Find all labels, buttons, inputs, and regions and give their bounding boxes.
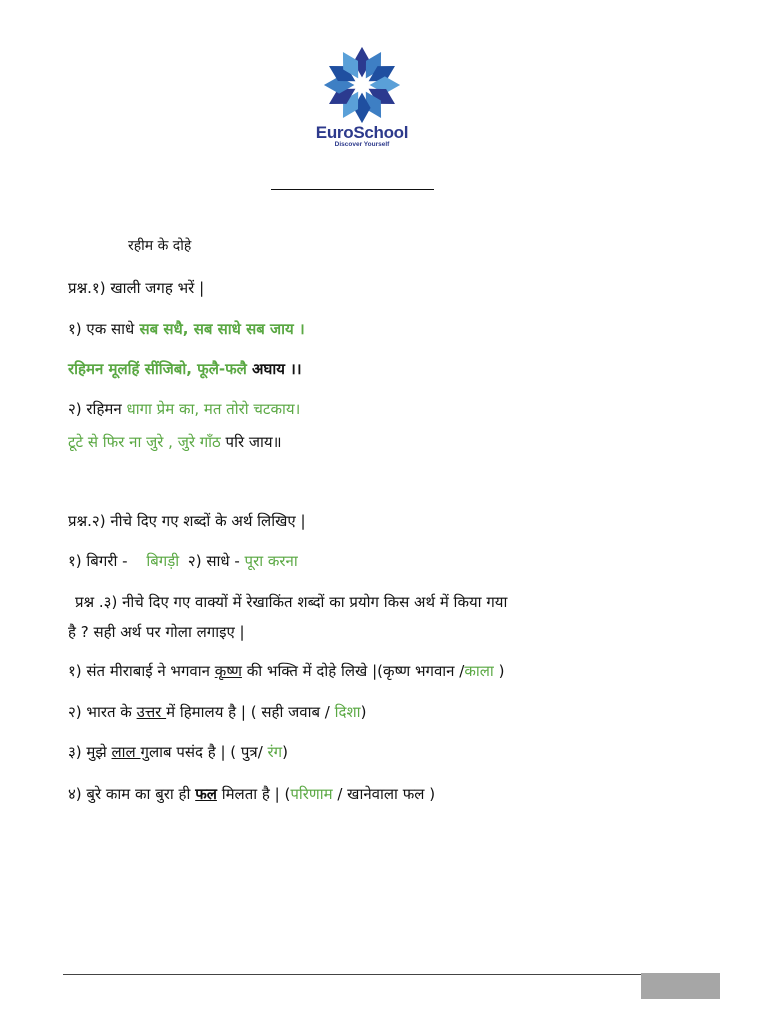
q3-s2-underlined: उत्तर bbox=[136, 703, 167, 721]
q1-line-2-text: अघाय ।। bbox=[246, 360, 302, 378]
q3-s4-text: ४) बुरे काम का बुरा ही bbox=[68, 785, 196, 803]
footer-divider bbox=[63, 974, 641, 975]
q1-line-2 bbox=[68, 359, 302, 379]
q3-s1-text-2: की भक्ति में दोहे लिखे |(कृष्ण भगवान / bbox=[241, 662, 465, 680]
q3-sentence-1 bbox=[68, 661, 504, 681]
q1-line-2-answer: रहिमन मूलहिं सींजिबो, फूलै-फलै bbox=[68, 360, 247, 378]
question-3-heading-line-2: है ? सही अर्थ पर गोला लगाइए | bbox=[68, 623, 245, 641]
q1-line-3 bbox=[68, 399, 300, 419]
q3-s1-underlined: कृष्ण bbox=[214, 662, 242, 680]
q3-s2-text-2: में हिमालय है | ( सही जवाब / bbox=[166, 703, 335, 721]
brand-tagline: Discover Yourself bbox=[334, 141, 390, 148]
q3-s4-answer: परिणाम bbox=[290, 785, 333, 803]
q2-answer-1: बिगड़ी bbox=[146, 552, 180, 570]
question-2-heading: प्रश्न.२) नीचे दिए गए शब्दों के अर्थ लिखिए | bbox=[68, 512, 306, 530]
q3-s4-end: / खानेवाला फल ) bbox=[332, 785, 436, 803]
q2-items bbox=[68, 551, 298, 571]
q3-s1-answer: काला bbox=[464, 662, 494, 680]
q1-line-4-text: परि जाय॥ bbox=[220, 433, 282, 451]
chapter-title: रहीम के दोहे bbox=[128, 238, 192, 254]
q3-s3-end: ) bbox=[282, 743, 288, 761]
q1-line-4-answer: टूटे से फिर ना जुरे , जुरे गाँठ bbox=[68, 433, 221, 451]
school-logo bbox=[300, 45, 424, 155]
q3-s3-underlined: लाल bbox=[111, 743, 141, 761]
q2-item-2: २) साधे - bbox=[187, 552, 240, 570]
q3-sentence-3 bbox=[68, 742, 288, 762]
q2-item-1: १) बिगरी - bbox=[68, 552, 128, 570]
q3-sentence-2 bbox=[68, 702, 366, 722]
q1-line-3-text: २) रहिमन bbox=[68, 400, 122, 418]
q3-s3-answer: रंग bbox=[267, 743, 283, 761]
q1-line-3-answer: धागा प्रेम का, मत तोरो चटकाय। bbox=[121, 400, 301, 418]
q3-s2-end: ) bbox=[360, 703, 367, 721]
q1-line-4 bbox=[68, 432, 282, 452]
q1-line-1-text: १) एक साधे bbox=[68, 320, 135, 338]
title-underline bbox=[271, 189, 434, 190]
q3-sentence-4 bbox=[68, 784, 435, 804]
page-number-box bbox=[641, 973, 720, 999]
q1-line-1 bbox=[68, 319, 305, 339]
q1-line-1-answer: सब सधै, सब साधे सब जाय । bbox=[134, 320, 305, 338]
q3-s1-end: ) bbox=[493, 662, 505, 680]
q3-s4-text-2: मिलता है | ( bbox=[216, 785, 291, 803]
q3-s4-underlined: फल bbox=[195, 785, 217, 803]
q3-s3-text-2: गुलाब पसंद है | ( पुत्र/ bbox=[140, 743, 268, 761]
q3-s3-text: ३) मुझे bbox=[68, 743, 112, 761]
brand-name: EuroSchool bbox=[315, 123, 409, 142]
q3-s2-answer: दिशा bbox=[334, 703, 361, 721]
question-1-heading: प्रश्न.१) खाली जगह भरें | bbox=[68, 279, 205, 297]
q3-s1-text: १) संत मीराबाई ने भगवान bbox=[68, 662, 215, 680]
flower-logo-icon bbox=[314, 45, 410, 125]
q3-s2-text: २) भारत के bbox=[68, 703, 137, 721]
question-3-heading-line-1: प्रश्न .३) नीचे दिए गए वाक्यों में रेखाकिंत शब्दों का प्रयोग किस अर्थ में किया गया bbox=[75, 593, 508, 611]
q2-answer-2: पूरा करना bbox=[244, 552, 298, 570]
